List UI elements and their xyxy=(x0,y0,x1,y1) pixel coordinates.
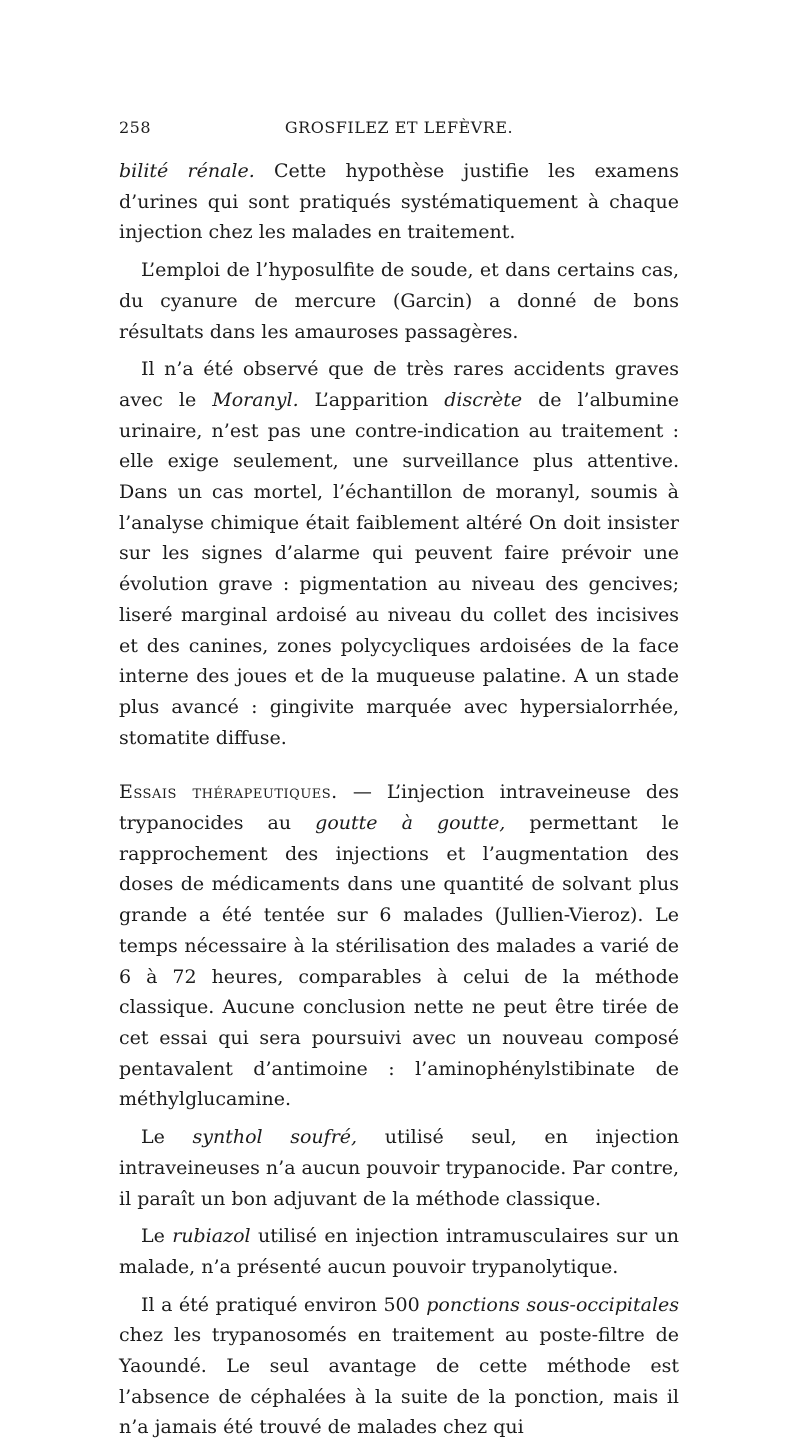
paragraph-therapeutic-trials xyxy=(119,777,679,1115)
paragraph-text: L’apparition xyxy=(298,388,445,411)
paragraph-suboccipital-punctures xyxy=(119,1290,679,1444)
italic-text: rubiazol xyxy=(172,1225,251,1248)
paragraph-rubiazol xyxy=(119,1221,679,1282)
italic-text: synthol soufré, xyxy=(192,1126,358,1149)
document-page xyxy=(119,118,679,1450)
paragraph-text: Cette hypothèse justifie les examens d’urines qui sont pratiqués systématiquement à chaque injection chez les malades en traitement. xyxy=(119,160,679,244)
paragraph-hyposulfite xyxy=(119,255,679,347)
page-number: 258 xyxy=(119,118,152,137)
running-head xyxy=(119,118,679,148)
italic-text: ponctions sous-occipitales xyxy=(426,1293,680,1316)
paragraph-text: permettant le rapprochement des injections et l’augmentation des doses de médicaments dans une quantité de solvant plus grande a été tentée sur 6 malades (Jullien-Vieroz). Le temps nécessaire à la stérilisation des malades a varié de 6 à 72 heures, comparables à celui de la méthode classique. Aucune conclusion nette ne peut être tirée de cet essai qui sera poursuivi avec un nouveau composé pentavalent d’antimoine : l’aminophénylstibinate de méthylglucamine. xyxy=(119,812,680,1111)
paragraph-synthol xyxy=(119,1122,679,1214)
paragraph-text: L’emploi de l’hyposulfite de soude, et dans certains cas, du cyanure de mercure (Garcin) a donné de bons résultats dans les amauroses passagères. xyxy=(119,259,679,343)
section-heading: Essais thérapeutiques. xyxy=(119,781,338,804)
paragraph-text: chez les trypanosomés en traitement au poste-filtre de Yaoundé. Le seul avantage de cette méthode est l’absence de céphalées à la suite de la ponction, mais il n’a jamais été trouvé de malades chez qui xyxy=(119,1324,679,1439)
italic-text: goutte à goutte, xyxy=(315,812,506,835)
italic-text: bilité rénale. xyxy=(119,160,255,182)
running-title: GROSFILEZ ET LEFÈVRE. xyxy=(284,118,514,137)
paragraph-text: Le xyxy=(141,1126,193,1149)
paragraph-text: de l’albumine urinaire, n’est pas une contre-indication au traitement : elle exige seulement, une surveillance plus attentive. Dans un cas mortel, l’échantillon de moranyl, soumis à l’analyse chimique était faiblement altéré On doit insister sur les signes d’alarme qui peuvent faire prévoir une évolution grave : pigmentation au niveau des gencives; liseré marginal ardoisé au niveau du collet des incisives et des canines, zones polycycliques ardoisées de la face interne des joues et de la muqueuse palatine. A un stade plus avancé : gingivite marquée avec hypersialorrhée, stomatite diffuse. xyxy=(119,388,679,749)
paragraph-text: utilisé en injection intramusculaires sur un malade, n’a présenté aucun pouvoir trypanolytique. xyxy=(119,1225,680,1278)
paragraph-text: utilisé seul, en injection intraveineuses n’a aucun pouvoir trypanocide. Par contre, il paraît un bon adjuvant de la méthode classique. xyxy=(119,1126,680,1210)
paragraph-moranyl-accidents xyxy=(119,354,679,753)
body-text xyxy=(119,156,679,1443)
paragraph-text: — L’injection intraveineuse des trypanocides au xyxy=(119,781,679,835)
paragraph-renal-examinations xyxy=(119,156,679,248)
paragraph-text: Le xyxy=(141,1225,173,1248)
italic-text: discrète xyxy=(444,388,523,411)
paragraph-text: Il a été pratiqué environ 500 xyxy=(141,1293,427,1316)
italic-text: Moranyl. xyxy=(212,388,299,411)
paragraph-text: Il n’a été observé que de très rares accidents graves avec le xyxy=(119,358,679,411)
